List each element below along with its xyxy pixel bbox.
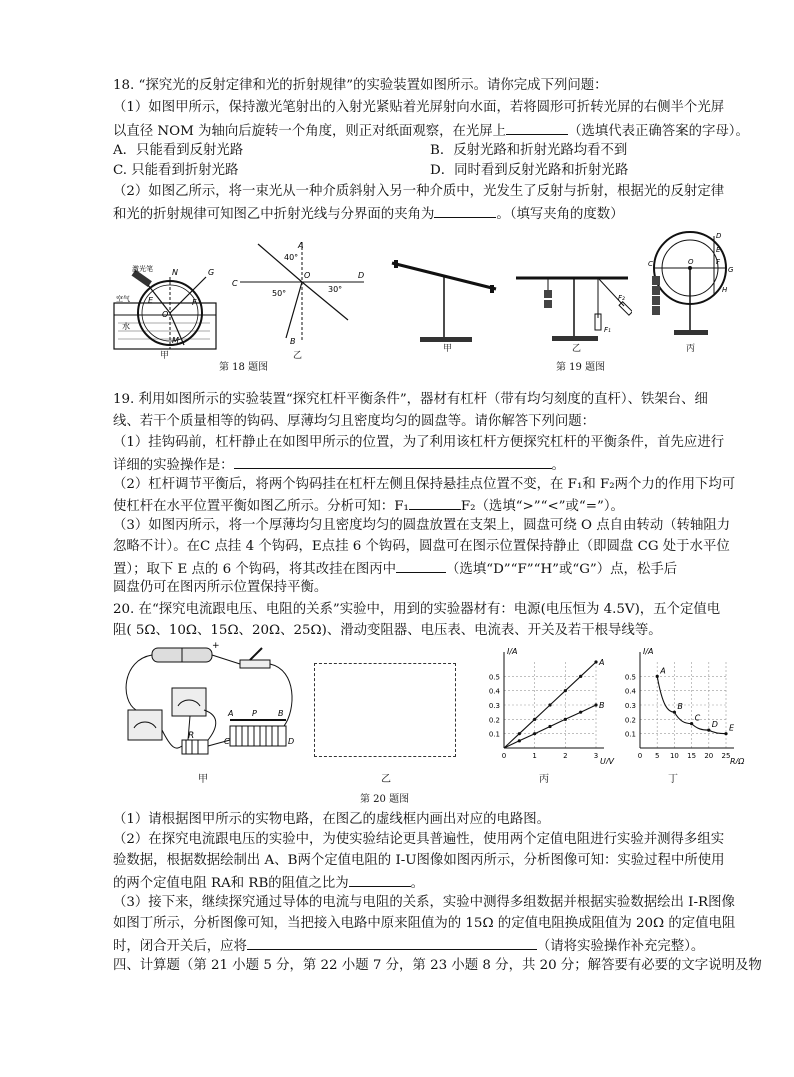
x-axis-label: R/Ω <box>730 757 745 764</box>
data-point <box>707 728 710 731</box>
label-e: E <box>716 246 721 254</box>
label-h: H <box>722 286 728 294</box>
data-point <box>656 675 659 678</box>
q19-line8: 忽略不计）。在C 点挂 4 个钩码，E点挂 6 个钩码，圆盘可在图示位置保持静止（即圆盘 CG 处于水平位 <box>113 539 730 554</box>
label-m: M <box>172 336 179 345</box>
fig20-bing-label: 丙 <box>539 774 549 785</box>
fig18-yi-diagram <box>232 240 372 350</box>
data-point <box>690 722 693 725</box>
laser-label: 激光笔 <box>132 265 153 273</box>
data-point <box>518 732 521 735</box>
data-point <box>594 703 597 706</box>
x-tick-label: 2 <box>563 752 568 760</box>
q19-blank2[interactable] <box>409 495 461 510</box>
ray-a <box>258 244 302 282</box>
data-point <box>673 711 676 714</box>
ray-c <box>286 282 302 338</box>
data-point <box>594 660 597 663</box>
data-point <box>548 725 551 728</box>
section4-heading: 四、计算题（第 21 小题 5 分，第 22 小题 7 分，第 23 小题 8 分，共 20 分；解答要有必要的文字说明及物 <box>113 958 762 973</box>
data-point <box>579 675 582 678</box>
label-f1: F₁ <box>604 326 611 334</box>
label-d: D <box>358 271 365 280</box>
switch <box>240 660 270 668</box>
q18-stem: 18. “探究光的反射定律和光的折射规律”的实验装置如图所示。请你完成下列问题： <box>113 78 608 93</box>
label-a: A <box>228 709 234 718</box>
q20-part3-line3: 时，闭合开关后，应将 （请将实验操作补充完整）。 <box>113 935 704 957</box>
hook-weight-2 <box>544 300 552 308</box>
x-tick-label: 3 <box>593 752 599 760</box>
point-label: B <box>677 702 683 712</box>
y-tick-label: 0.3 <box>488 702 500 710</box>
label-d: D <box>288 737 295 746</box>
fig19-yi-label: 乙 <box>572 344 582 354</box>
fig18-caption: 第 18 题图 <box>219 362 269 373</box>
label-c: C <box>224 737 230 746</box>
q19-line5: （2）杠杆调节平衡后，将两个钩码挂在杠杆左侧且保持悬挂点位置不变，在 F₁和 F₂两个力的作用下均可 <box>113 477 736 492</box>
fig18-jia-diagram <box>110 255 222 355</box>
q18-option-d: D．同时看到反射光路和折射光路 <box>430 163 629 178</box>
q18-option-a: A．只能看到反射光路 <box>113 143 244 158</box>
q20-part1: （1）请根据图甲所示的实物电路，在图乙的虚线框内画出对应的电路图。 <box>113 812 551 827</box>
y-axis-label: I/A <box>507 647 518 656</box>
data-point <box>518 739 521 742</box>
x-tick-label: 5 <box>654 752 660 760</box>
q20-part2-line3: 的两个定值电阻 RA和 RB的阻值之比为 。 <box>113 872 424 894</box>
spring-scale-f2 <box>619 302 632 315</box>
label-c: C <box>648 260 653 268</box>
angle-40: 40° <box>284 253 299 262</box>
fig19-yi-diagram <box>512 268 632 348</box>
fig19-jia-diagram <box>384 255 504 347</box>
q20-blank2[interactable] <box>247 935 537 950</box>
q18-part1-line1: （1）如图甲所示，保持激光笔射出的入射光紧贴着光屏射向水面，若将圆形可折转光屏的右侧半个光屏 <box>113 100 725 115</box>
q18-option-c: C. 只能看到折射光路 <box>113 163 239 178</box>
point-label: C <box>694 713 701 723</box>
y-tick-label: 0.5 <box>624 673 636 682</box>
q19-line3: （1）挂钩码前，杠杆静止在如图甲所示的位置，为了利用该杠杆方便探究杠杆的平衡条件，首先应进行 <box>113 435 725 450</box>
x-tick-label: 10 <box>669 752 679 760</box>
x-tick-label: 15 <box>687 752 697 760</box>
fig20-yi-answer-box[interactable] <box>314 663 456 757</box>
y-tick-label: 0.5 <box>488 673 500 682</box>
q19-line6: 使杠杆在水平位置平衡如图乙所示。分析可知：F₁ F₂（选填“>”“<”或“=”）。 <box>113 495 624 517</box>
fig20-jia-label: 甲 <box>198 774 208 785</box>
data-point <box>548 703 551 706</box>
label-r: R <box>188 731 195 741</box>
angle-50: 50° <box>272 289 287 298</box>
x-tick-label: 20 <box>704 752 714 760</box>
point-label: E <box>729 723 735 733</box>
label-f: F <box>192 298 197 307</box>
label-b: B <box>290 337 296 346</box>
label-e: E <box>148 296 154 305</box>
label-n: N <box>172 268 178 277</box>
q18-blank1[interactable] <box>506 120 568 135</box>
q18-blank2[interactable] <box>434 203 496 218</box>
q18-option-b: B．反射光路和折射光路均看不到 <box>430 143 628 158</box>
q19-line10: 圆盘仍可在图丙所示位置保持平衡。 <box>113 580 328 595</box>
q19-line4: 详细的实验操作是： 。 <box>113 454 565 476</box>
data-point <box>564 689 567 692</box>
fig20-bing-chart <box>484 640 616 764</box>
label-a: A <box>298 241 304 250</box>
q19-line1: 19. 利用如图所示的实验装置“探究杠杆平衡条件”，器材有杠杆（带有均匀刻度的直杆）、铁架台、细 <box>113 392 708 407</box>
y-axis-label: I/A <box>643 647 654 656</box>
y-tick-label: 0.2 <box>488 716 500 725</box>
series-label: B <box>599 701 605 710</box>
x-tick-label: 1 <box>532 752 537 760</box>
hook-weight-1 <box>544 290 552 298</box>
label-c: C <box>232 279 238 288</box>
x-tick-label: 25 <box>721 752 731 760</box>
data-point <box>533 718 536 721</box>
x-tick-label: 0 <box>501 752 507 760</box>
point-label: D <box>711 720 718 730</box>
fig20-ding-label: 丁 <box>668 774 678 785</box>
fig19-jia-label: 甲 <box>443 344 453 354</box>
air-label: 空气 <box>116 295 130 303</box>
q19-line2: 线、若干个质量相等的钩码、厚薄均匀且密度均匀的圆盘等。请你解答下列问题： <box>113 414 596 429</box>
fig20-ding-chart <box>618 640 768 764</box>
q20-part2-line2: 验数据，根据数据绘制出 A、B两个定值电阻的 I-U图像如图丙所示，分析图像可知：实验过程中所使用 <box>113 853 725 868</box>
q19-line9: 置）；取下 E 点的 6 个钩码，将其改挂在图丙中 （选填“D”“F”“H”或“G”）点，松手后 <box>113 558 677 580</box>
data-point <box>724 732 727 735</box>
label-f2: F₂ <box>618 294 625 302</box>
data-point <box>533 732 536 735</box>
y-tick-label: 0.1 <box>624 730 636 739</box>
fig19-bing-label: 丙 <box>686 344 696 354</box>
y-tick-label: 0.2 <box>624 716 636 725</box>
plus-sign: + <box>212 641 220 651</box>
q20-line2: 阻( 5Ω、10Ω、15Ω、20Ω、25Ω)、滑动变阻器、电压表、电流表、开关及若干根导线等。 <box>113 623 662 638</box>
label-g: G <box>728 266 734 274</box>
label-o: O <box>688 258 694 266</box>
label-f: F <box>716 258 721 266</box>
q20-part3-line2: 如图丁所示，分析图像可知，当把接入电路中原来阻值为的 15Ω 的定值电阻换成阻值为 20Ω 的定值电阻 <box>113 916 736 931</box>
y-tick-label: 0.4 <box>624 687 636 696</box>
label-g: G <box>208 268 215 277</box>
q20-part3-line1: （3）接下来，继续探究通过导体的电流与电阻的关系，实验中测得多组数据并根据实验数据绘出 I-R图像 <box>113 895 735 910</box>
point-label: A <box>660 666 666 676</box>
series-label: A <box>599 658 605 667</box>
fig18-yi-label: 乙 <box>293 351 303 361</box>
q20-line1: 20. 在“探究电流跟电压、电阻的关系”实验中，用到的实验器材有：电源(电压恒为 4.5V)，五个定值电 <box>113 602 721 617</box>
x-tick-label: 0 <box>637 752 643 760</box>
q19-blank3[interactable] <box>396 558 446 573</box>
data-point <box>564 718 567 721</box>
q18-part2-line1: （2）如图乙所示，将一束光从一种介质斜射入另一种介质中，光发生了反射与折射，根据光的反射定律 <box>113 184 725 199</box>
water-label: 水 <box>122 322 130 331</box>
y-tick-label: 0.4 <box>488 687 500 696</box>
q19-blank1[interactable] <box>234 454 552 469</box>
voltmeter <box>172 688 206 716</box>
y-tick-label: 0.1 <box>488 730 500 739</box>
q20-blank1[interactable] <box>349 872 411 887</box>
fig20-yi-label: 乙 <box>381 774 391 785</box>
fig20-caption: 第 20 题图 <box>360 794 410 805</box>
q19-line7: （3）如图丙所示，将一个厚薄均匀且密度均匀的圆盘放置在支架上，圆盘可绕 O 点自由转动（转轴阻力 <box>113 518 731 533</box>
angle-30: 30° <box>328 285 343 294</box>
fig20-jia-circuit <box>112 640 302 764</box>
fig19-bing-diagram <box>642 228 738 346</box>
label-o: O <box>162 310 169 319</box>
fig18-jia-label: 甲 <box>160 351 170 361</box>
data-point <box>579 711 582 714</box>
label-o2: O <box>304 271 311 280</box>
q18-part2-line2: 和光的折射规律可知图乙中折射光线与分界面的夹角为 。（填写夹角的度数） <box>113 203 624 225</box>
label-p: P <box>252 709 257 718</box>
y-tick-label: 0.3 <box>624 702 636 710</box>
q20-part2-line1: （2）在探究电流跟电压的实验中，为使实验结论更具普遍性，使用两个定值电阻进行实验并测得多组实 <box>113 832 725 847</box>
label-b: B <box>278 709 284 718</box>
fig19-caption: 第 19 题图 <box>556 362 606 373</box>
label-d: D <box>716 232 722 240</box>
x-axis-label: U/V <box>600 757 615 764</box>
q18-part1-line2: 以直径 NOM 为轴向后旋转一个角度，则正对纸面观察，在光屏上 （选填代表正确答案的字母）。 <box>113 120 749 142</box>
ammeter <box>128 710 162 740</box>
